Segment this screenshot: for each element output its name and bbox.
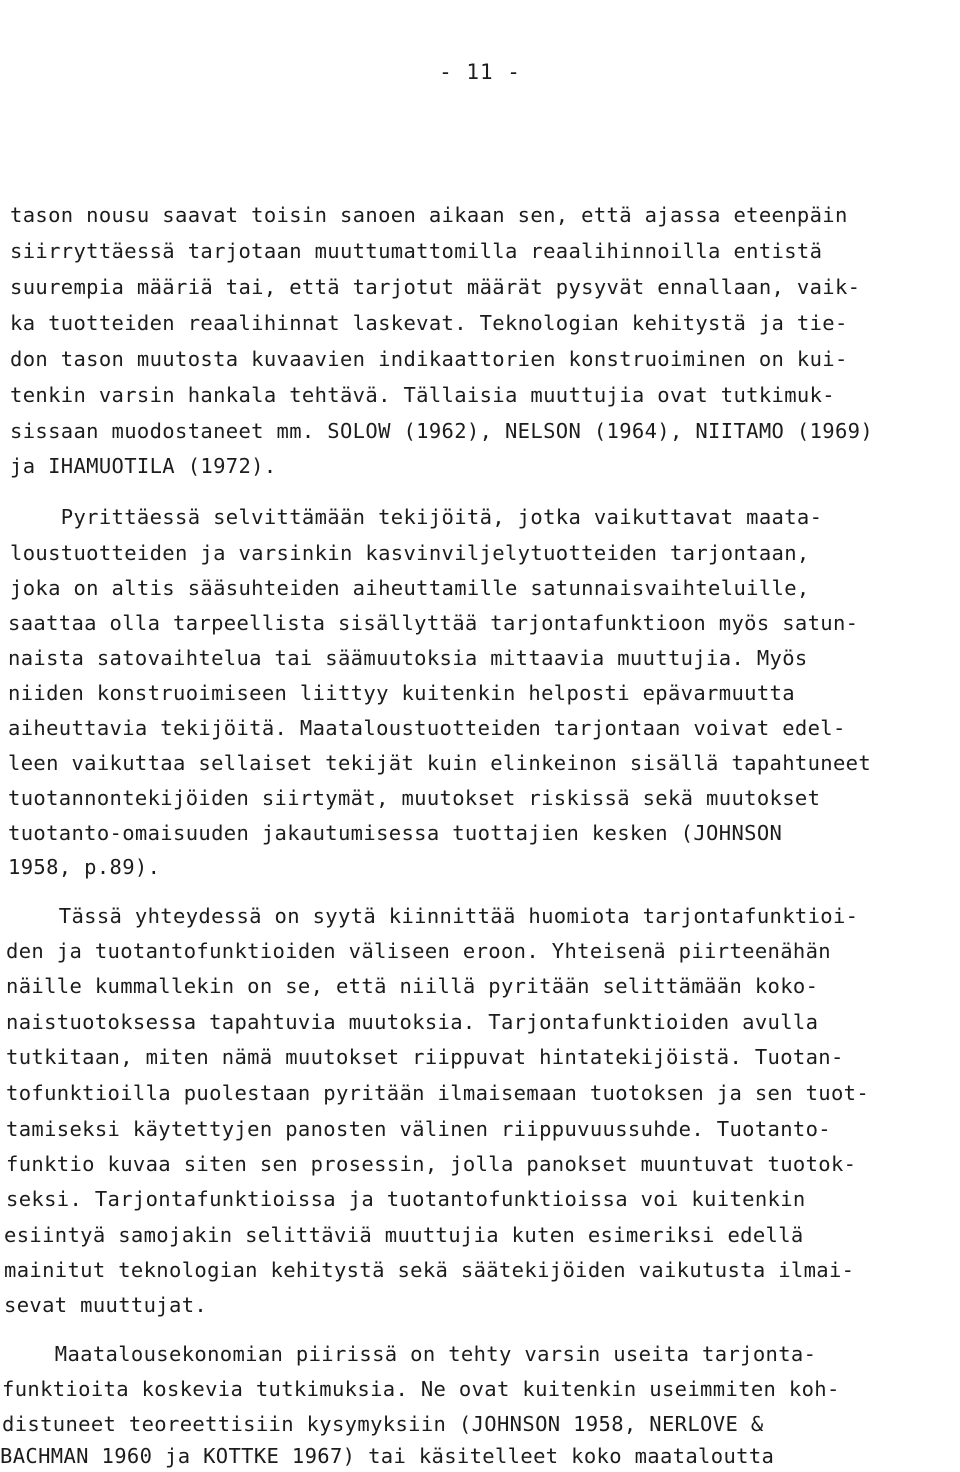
- text-line: siirryttäessä tarjotaan muuttumattomilla reaalihinnoilla entistä: [10, 239, 823, 263]
- text-line: tutkitaan, miten nämä muutokset riippuvat hintatekijöistä. Tuotan-: [6, 1045, 844, 1069]
- text-line: loustuotteiden ja varsinkin kasvinviljelytuotteiden tarjontaan,: [10, 541, 810, 565]
- text-line: sevat muuttujat.: [4, 1293, 208, 1317]
- text-line: leen vaikuttaa sellaiset tekijät kuin elinkeinon sisällä tapahtuneet: [8, 751, 872, 775]
- text-line: tuotannontekijöiden siirtymät, muutokset riskissä sekä muutokset: [8, 786, 821, 810]
- text-line: funktio kuvaa siten sen prosessin, jolla panokset muuntuvat tuotok-: [6, 1152, 857, 1176]
- text-line: ja IHAMUOTILA (1972).: [10, 454, 277, 478]
- text-line: tuotanto-omaisuuden jakautumisessa tuottajien kesken (JOHNSON: [8, 821, 783, 845]
- text-line: funktioita koskevia tutkimuksia. Ne ovat kuitenkin useimmiten koh-: [2, 1377, 840, 1401]
- text-line: joka on altis sääsuhteiden aiheuttamille satunnaisvaihteluille,: [10, 576, 810, 600]
- text-line: niiden konstruoimiseen liittyy kuitenkin helposti epävarmuutta: [8, 681, 795, 705]
- text-line: seksi. Tarjontafunktioissa ja tuotantofunktioissa voi kuitenkin: [6, 1187, 806, 1211]
- text-line: don tason muutosta kuvaavien indikaattorien konstruoiminen on kui-: [10, 347, 848, 371]
- text-line: distuneet teoreettisiin kysymyksiin (JOHNSON 1958, NERLOVE &: [2, 1412, 764, 1436]
- text-line: tason nousu saavat toisin sanoen aikaan sen, että ajassa eteenpäin: [10, 203, 848, 227]
- text-line: mainitut teknologian kehitystä sekä säätekijöiden vaikutusta ilmai-: [4, 1258, 855, 1282]
- text-line: saattaa olla tarpeellista sisällyttää tarjontafunktioon myös satun-: [8, 611, 859, 635]
- text-line: näille kummallekin on se, että niillä pyritään selittämään koko-: [6, 974, 819, 998]
- text-line: tofunktioilla puolestaan pyritään ilmaisemaan tuotoksen ja sen tuot-: [6, 1081, 870, 1105]
- text-line: 1958, p.89).: [8, 855, 161, 879]
- page-number: - 11 -: [439, 60, 521, 84]
- text-line: Tässä yhteydessä on syytä kiinnittää huomiota tarjontafunktioi-: [8, 904, 859, 928]
- text-line: esiintyä samojakin selittäviä muuttujia kuten esimeriksi edellä: [4, 1223, 804, 1247]
- text-line: tamiseksi käytettyjen panosten välinen riippuvuussuhde. Tuotanto-: [6, 1117, 831, 1141]
- text-line: Pyrittäessä selvittämään tekijöitä, jotka vaikuttavat maata-: [10, 505, 823, 529]
- text-line: naistuotoksessa tapahtuvia muutoksia. Tarjontafunktioiden avulla: [6, 1010, 819, 1034]
- text-line: tenkin varsin hankala tehtävä. Tällaisia muuttujia ovat tutkimuk-: [10, 383, 835, 407]
- text-line: naista satovaihtelua tai säämuutoksia mittaavia muuttujia. Myös: [8, 646, 808, 670]
- text-line: BACHMAN 1960 ja KOTTKE 1967) tai käsitelleet koko maataloutta: [0, 1444, 775, 1468]
- text-line: sissaan muodostaneet mm. SOLOW (1962), NELSON (1964), NIITAMO (1969): [10, 419, 874, 443]
- text-line: aiheuttavia tekijöitä. Maataloustuotteiden tarjontaan voivat edel-: [8, 716, 846, 740]
- text-line: Maatalousekonomian piirissä on tehty varsin useita tarjonta-: [4, 1342, 817, 1366]
- text-line: den ja tuotantofunktioiden väliseen eroon. Yhteisenä piirteenähän: [6, 939, 831, 963]
- text-line: ka tuotteiden reaalihinnat laskevat. Teknologian kehitystä ja tie-: [10, 311, 848, 335]
- text-line: suurempia määriä tai, että tarjotut määrät pysyvät ennallaan, vaik-: [10, 275, 861, 299]
